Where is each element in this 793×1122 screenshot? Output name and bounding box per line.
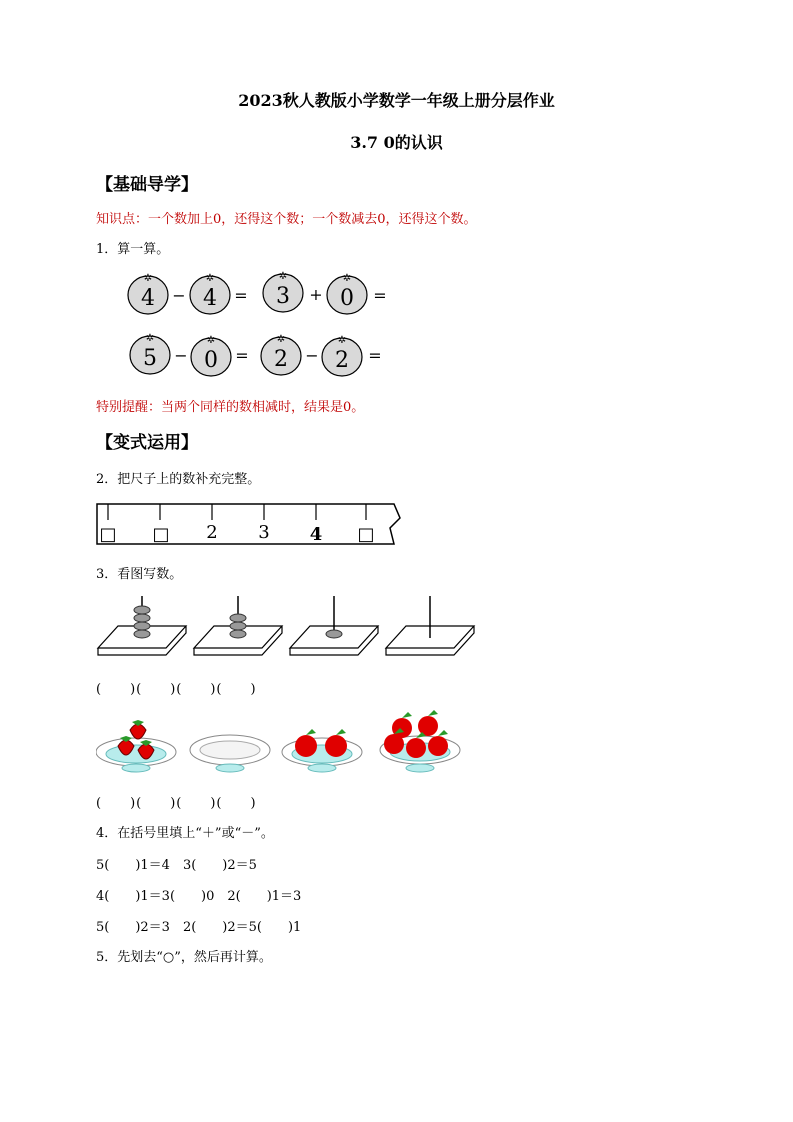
operator: − — [172, 286, 186, 305]
abacus-bead — [230, 614, 246, 622]
ruler-number-3: 3 — [258, 522, 270, 543]
abacus-bead — [134, 606, 150, 614]
q4-line-1: 5( )1＝4 3( )2＝5 — [96, 858, 257, 873]
abacus-row — [96, 592, 476, 662]
ruler-number-2: 2 — [206, 522, 218, 543]
q4-line-2: 4( )1＝3( )0 2( )1＝3 — [96, 889, 302, 904]
circle-value: 2 — [335, 348, 349, 373]
equals: = — [234, 286, 248, 305]
abacus-bead — [134, 622, 150, 630]
circle-value: 4 — [203, 286, 217, 311]
number-circle — [190, 273, 230, 314]
plate-two-apples — [282, 729, 362, 772]
svg-text:✲: ✲ — [143, 273, 153, 284]
number-circle — [128, 273, 168, 314]
q4-line-3: 5( )2＝3 2( )2＝5( )1 — [96, 920, 302, 935]
question-2-label: 2．把尺子上的数补充完整。 — [96, 472, 261, 487]
question-1-label: 1．算一算。 — [96, 242, 170, 257]
abacus-bead — [134, 630, 150, 638]
equals: = — [368, 346, 382, 365]
equals: = — [373, 286, 387, 305]
question-4-label: 4．在括号里填上“＋”或“－”。 — [96, 826, 274, 841]
svg-text:✲: ✲ — [276, 334, 286, 345]
abacus-bead — [230, 630, 246, 638]
plates-row — [96, 706, 466, 778]
svg-text:✲: ✲ — [278, 271, 288, 282]
apple-icon — [295, 729, 317, 757]
ruler-blank-2: □ — [152, 524, 170, 545]
svg-text:✲: ✲ — [205, 273, 215, 284]
svg-text:✲: ✲ — [206, 335, 216, 346]
question-3-label: 3．看图写数。 — [96, 567, 183, 582]
svg-text:✲: ✲ — [145, 333, 155, 344]
number-circle — [327, 273, 367, 314]
answer-row-1: ( )( )( )( ) — [96, 682, 257, 697]
svg-text:✲: ✲ — [337, 335, 347, 346]
number-circle — [191, 335, 231, 376]
abacus-bead — [326, 630, 342, 638]
equation-row-2 — [130, 333, 382, 376]
ruler-blank-1: □ — [99, 524, 117, 545]
plate-strawberries — [96, 720, 176, 772]
q1-equations — [120, 268, 400, 378]
answer-row-2: ( )( )( )( ) — [96, 796, 257, 811]
question-5-label: 5．先划去“○”，然后再计算。 — [96, 950, 272, 965]
number-circle — [261, 334, 301, 375]
equals: = — [235, 346, 249, 365]
strawberry-icon — [130, 720, 146, 739]
ruler — [94, 502, 406, 548]
doc-subtitle: 3.7 0的认识 — [350, 133, 443, 152]
doc-title: 2023秋人教版小学数学一年级上册分层作业 — [238, 91, 555, 110]
abacus-counter — [98, 596, 186, 655]
number-circle — [130, 333, 170, 374]
apple-icon — [418, 710, 438, 736]
section-heading-variant: 【变式运用】 — [96, 433, 198, 453]
abacus-counter — [194, 596, 282, 655]
circle-value: 0 — [340, 286, 354, 311]
number-circle — [322, 335, 362, 376]
operator: − — [174, 346, 188, 365]
operator: − — [305, 346, 319, 365]
abacus-bead — [134, 614, 150, 622]
plate-five-apples — [380, 710, 460, 772]
operator: + — [309, 285, 323, 304]
abacus-counter — [386, 596, 474, 655]
ruler-number-4: 4 — [309, 524, 323, 545]
circle-value: 2 — [274, 347, 288, 372]
circle-value: 5 — [143, 346, 157, 371]
number-circle — [263, 271, 303, 312]
section-heading-basic: 【基础导学】 — [96, 175, 198, 195]
abacus-bead — [230, 622, 246, 630]
equation-row-1 — [128, 271, 387, 314]
apple-icon — [325, 729, 347, 757]
knowledge-point: 知识点：一个数加上0，还得这个数；一个数减去0，还得这个数。 — [96, 212, 477, 227]
plate-empty — [190, 735, 270, 772]
abacus-counter — [290, 596, 378, 655]
ruler-blank-3: □ — [357, 524, 375, 545]
svg-text:✲: ✲ — [342, 273, 352, 284]
circle-value: 0 — [204, 348, 218, 373]
circle-value: 3 — [276, 284, 290, 309]
special-reminder: 特别提醒：当两个同样的数相减时，结果是0。 — [96, 400, 365, 415]
circle-value: 4 — [141, 286, 155, 311]
